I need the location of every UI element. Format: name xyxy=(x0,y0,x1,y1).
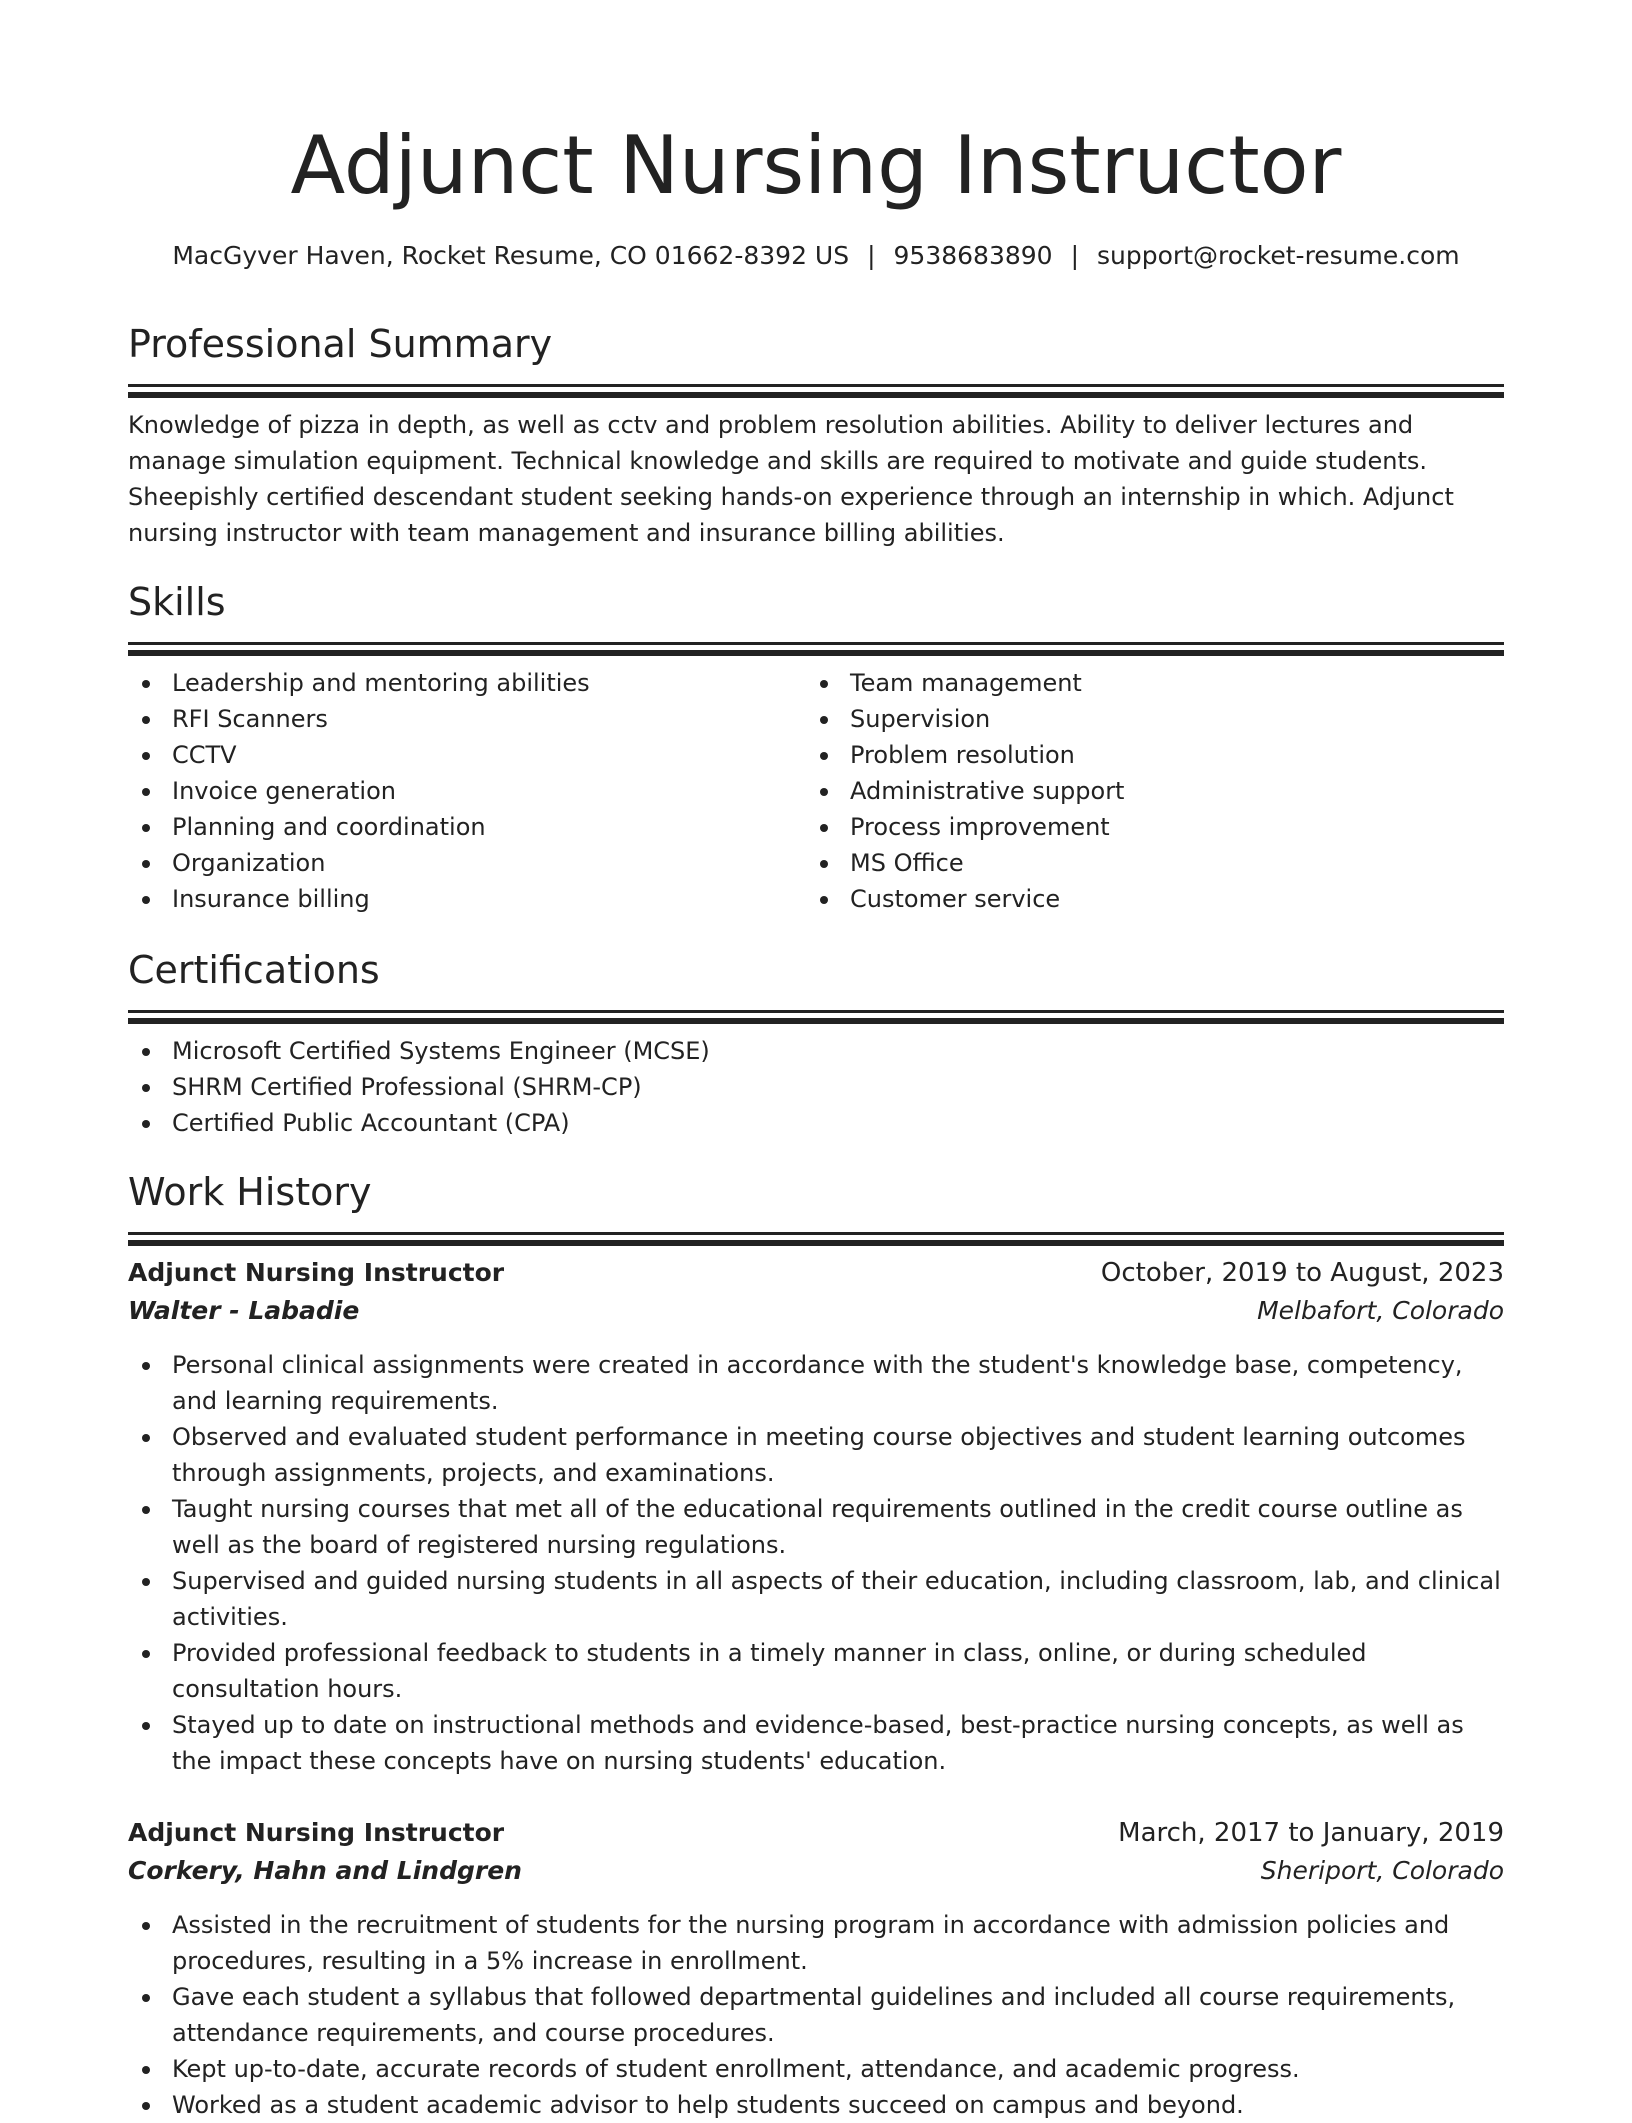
job-duties-list xyxy=(128,1907,1504,2123)
skills-list-right xyxy=(806,665,1484,917)
skills-heading: Skills xyxy=(128,580,226,624)
certification-item: SHRM Certified Professional (SHRM-CP) xyxy=(128,1069,1504,1105)
job-duty: Gave each student a syllabus that followed departmental guidelines and included all course requirements, attendance requirements, and course procedures. xyxy=(128,1979,1504,2051)
contact-email[interactable]: support@rocket-resume.com xyxy=(1097,241,1460,270)
skill-item: Customer service xyxy=(806,881,1484,917)
summary-text: Knowledge of pizza in depth, as well as cctv and problem resolution abilities. Ability to deliver lectures and manage simulation equipment. Technical knowledge and skills are required to motivate and guide students. Sheepishly certified descendant student seeking hands-on experience through an internship in which. Adjunct nursing instructor with team management and insurance billing abilities. xyxy=(128,411,1454,547)
work-history-section xyxy=(128,1168,1504,2123)
certification-item: Certified Public Accountant (CPA) xyxy=(128,1105,1504,1141)
job-header xyxy=(128,1815,1504,1891)
job-duty: Provided professional feedback to students in a timely manner in class, online, or during scheduled consultation hours. xyxy=(128,1635,1504,1707)
skill-item: Supervision xyxy=(806,701,1484,737)
job-entry xyxy=(128,1815,1504,2123)
work-history-heading: Work History xyxy=(128,1170,372,1214)
skill-item: Team management xyxy=(806,665,1484,701)
skill-item: Process improvement xyxy=(806,809,1484,845)
job-duties-list xyxy=(128,1347,1504,1779)
skill-item: Administrative support xyxy=(806,773,1484,809)
skill-item: RFI Scanners xyxy=(128,701,806,737)
section-divider xyxy=(128,1010,1504,1013)
job-duty: Assisted in the recruitment of students for the nursing program in accordance with admission policies and procedures, resulting in a 5% increase in enrollment. xyxy=(128,1907,1504,1979)
contact-line xyxy=(128,238,1504,274)
certifications-list xyxy=(128,1033,1504,1141)
skill-item: Insurance billing xyxy=(128,881,806,917)
candidate-name: Adjunct Nursing Instructor xyxy=(290,119,1342,212)
certification-item: Microsoft Certified Systems Engineer (MCSE) xyxy=(128,1033,1504,1069)
job-duty: Kept up-to-date, accurate records of student enrollment, attendance, and academic progress. xyxy=(128,2051,1504,2087)
skills-section xyxy=(128,578,1504,917)
section-divider xyxy=(128,384,1504,387)
job-location: Melbafort, Colorado xyxy=(1257,1296,1504,1325)
job-entry xyxy=(128,1255,1504,1779)
section-divider xyxy=(128,1232,1504,1235)
skill-item: Organization xyxy=(128,845,806,881)
job-duty: Worked as a student academic advisor to help students succeed on campus and beyond. xyxy=(128,2087,1504,2123)
skill-item: Problem resolution xyxy=(806,737,1484,773)
job-title: Adjunct Nursing Instructor xyxy=(128,1818,505,1847)
contact-phone: 9538683890 xyxy=(893,241,1053,270)
skill-item: Planning and coordination xyxy=(128,809,806,845)
job-company: Walter - Labadie xyxy=(128,1296,360,1325)
job-company: Corkery, Hahn and Lindgren xyxy=(128,1856,522,1885)
contact-separator: | xyxy=(1070,241,1080,270)
job-dates: October, 2019 to August, 2023 xyxy=(1100,1258,1504,1288)
skills-grid xyxy=(128,665,1504,917)
skill-item: Invoice generation xyxy=(128,773,806,809)
summary-section xyxy=(128,320,1504,551)
skill-item: Leadership and mentoring abilities xyxy=(128,665,806,701)
job-duty: Personal clinical assignments were created in accordance with the student's knowledge base, competency, and learning requirements. xyxy=(128,1347,1504,1419)
section-divider xyxy=(128,642,1504,645)
skill-item: MS Office xyxy=(806,845,1484,881)
job-location: Sheriport, Colorado xyxy=(1260,1856,1504,1885)
certifications-heading: Certifications xyxy=(128,948,380,992)
job-duty: Taught nursing courses that met all of the educational requirements outlined in the credit course outline as well as the board of registered nursing regulations. xyxy=(128,1491,1504,1563)
job-dates: March, 2017 to January, 2019 xyxy=(1118,1818,1504,1848)
contact-address: MacGyver Haven, Rocket Resume, CO 01662-8392 US xyxy=(172,241,850,270)
job-duty: Stayed up to date on instructional methods and evidence-based, best-practice nursing concepts, as well as the impact these concepts have on nursing students' education. xyxy=(128,1707,1504,1779)
skills-list-left xyxy=(128,665,806,917)
job-duty: Supervised and guided nursing students in all aspects of their education, including classroom, lab, and clinical activities. xyxy=(128,1563,1504,1635)
certifications-section xyxy=(128,946,1504,1141)
skill-item: CCTV xyxy=(128,737,806,773)
contact-separator: | xyxy=(867,241,876,270)
job-duty: Observed and evaluated student performance in meeting course objectives and student learning outcomes through assignments, projects, and examinations. xyxy=(128,1419,1504,1491)
job-title: Adjunct Nursing Instructor xyxy=(128,1258,505,1287)
job-header xyxy=(128,1255,1504,1331)
summary-heading: Professional Summary xyxy=(128,322,553,366)
